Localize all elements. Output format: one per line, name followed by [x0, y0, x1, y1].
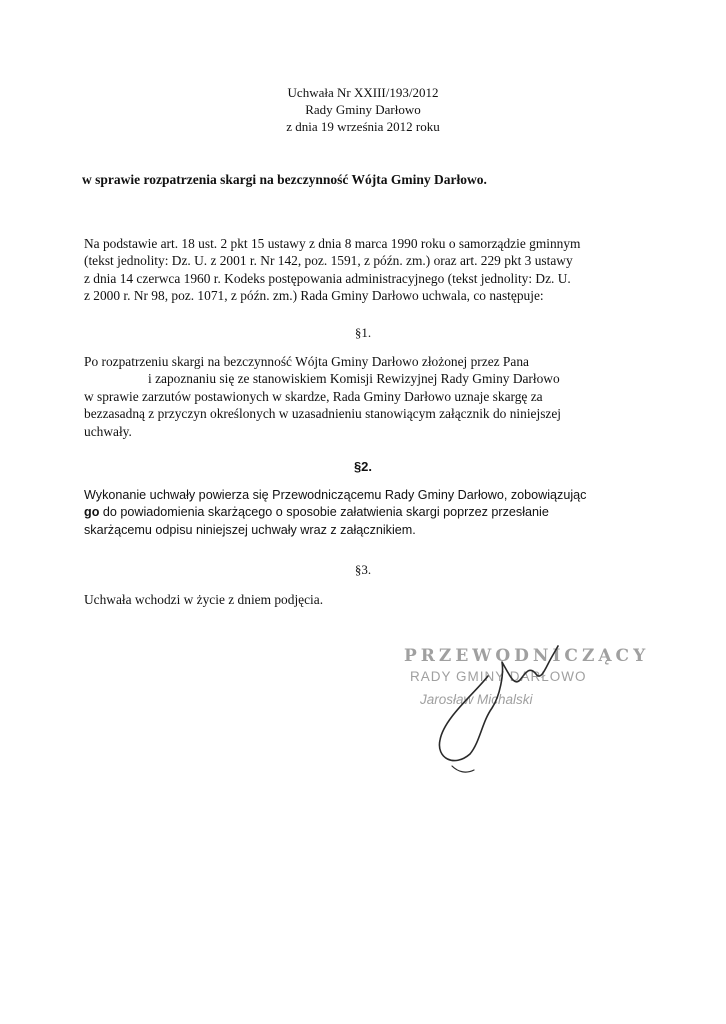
- stamp-council: RADY GMINY DARŁOWO: [410, 669, 587, 684]
- section-1-line: i zapoznaniu się ze stanowiskiem Komisji Rewizyjnej Rady Gminy Darłowo: [148, 371, 560, 387]
- section-2-line-rest: do powiadomienia skarżącego o sposobie załatwienia skargi poprzez przesłanie: [99, 505, 549, 520]
- preamble-line: Na podstawie art. 18 ust. 2 pkt 15 ustawy z dnia 8 marca 1990 roku o samorządzie gminnym: [84, 236, 581, 251]
- resolution-header: [0, 84, 726, 135]
- section-3-paragraph: Uchwała wchodzi w życie z dniem podjęcia.: [84, 592, 324, 607]
- section-2-paragraph: [84, 487, 640, 539]
- section-1-paragraph: [84, 353, 640, 440]
- section-3-mark: §3.: [354, 562, 372, 577]
- section-2-line: [84, 504, 640, 521]
- resolution-subject: w sprawie rozpatrzenia skargi na bezczynność Wójta Gminy Darłowo.: [82, 172, 487, 187]
- section-2-line: skarżącemu odpisu niniejszej uchwały wraz z załącznikiem.: [84, 522, 416, 537]
- handwritten-signature: [396, 636, 596, 786]
- section-1-mark: §1.: [354, 325, 372, 340]
- section-1-line: uchwały.: [84, 423, 132, 439]
- preamble-paragraph: [84, 235, 640, 305]
- council-name: Rady Gminy Darłowo: [305, 102, 421, 117]
- resolution-date: z dnia 19 września 2012 roku: [286, 119, 440, 134]
- section-1-line: bezzasadną z przyczyn określonych w uzasadnieniu stanowiącym załącznik do niniejszej: [84, 406, 562, 422]
- signature-stroke: [439, 646, 558, 761]
- section-2-bold-word: go: [84, 505, 100, 520]
- stamp-name: Jarosław Michalski: [420, 692, 533, 707]
- preamble-line: z dnia 14 czerwca 1960 r. Kodeks postępowania administracyjnego (tekst jednolity: Dz. U.: [84, 270, 571, 286]
- resolution-number: Uchwała Nr XXIII/193/2012: [287, 85, 439, 100]
- section-1-line: w sprawie zarzutów postawionych w skardze, Rada Gminy Darłowo uznaje skargę za: [84, 388, 543, 404]
- section-1-line: Po rozpatrzeniu skargi na bezczynność Wójta Gminy Darłowo złożonej przez Pana: [84, 354, 529, 369]
- stamp-title: PRZEWODNICZĄCY: [404, 646, 650, 666]
- preamble-line: (tekst jednolity: Dz. U. z 2001 r. Nr 142, poz. 1591, z późn. zm.) oraz art. 229 pkt 3 ustawy: [84, 253, 573, 269]
- section-2-line: Wykonanie uchwały powierza się Przewodniczącemu Rady Gminy Darłowo, zobowiązując: [84, 488, 587, 502]
- section-2-mark: §2.: [353, 459, 373, 474]
- preamble-line: z 2000 r. Nr 98, poz. 1071, z późn. zm.) Rada Gminy Darłowo uchwala, co następuje:: [84, 288, 544, 304]
- signature-stroke-underline: [452, 766, 474, 772]
